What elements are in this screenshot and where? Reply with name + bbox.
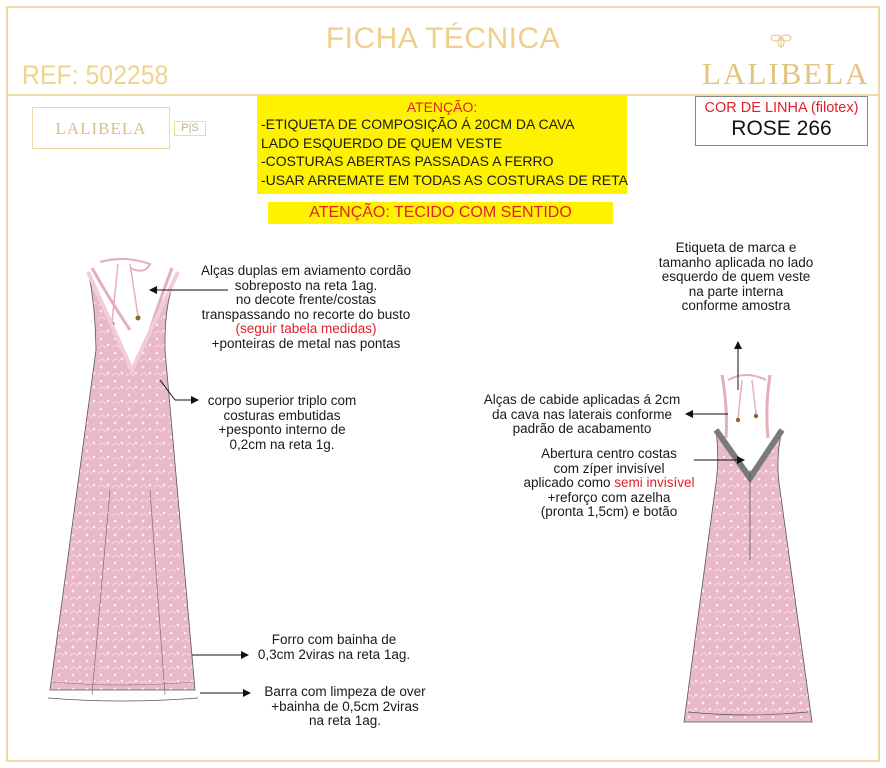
annotation-line: padrão de acabamento xyxy=(512,421,652,436)
annotation-line: Alças de cabide aplicadas á 2cm xyxy=(483,392,681,407)
annotation-line: no decote frente/costas xyxy=(235,292,377,307)
annotation-line: 0,2cm na reta 1g. xyxy=(229,436,335,452)
annotation-line: Etiqueta de marca e xyxy=(675,240,797,255)
annotation-text-highlight: semi invisível xyxy=(614,475,695,490)
annotation-line: Barra com limpeza de over xyxy=(264,684,426,699)
front-dress-drawing xyxy=(48,259,198,701)
annotation-line: +ponteiras de metal nas pontas xyxy=(211,335,401,351)
annotation-line: com zíper invisível xyxy=(553,460,665,476)
fabric-direction-warning: ATENÇÃO: TECIDO COM SENTIDO xyxy=(268,202,613,224)
annotation-line: sobreposto na reta 1ag. xyxy=(234,277,378,293)
annotation-line: costuras embutidas xyxy=(223,407,341,423)
annotation-line: na reta 1ag. xyxy=(308,713,382,728)
hanger-loops-annotation xyxy=(470,393,694,437)
brand-label-sample: LALIBELA xyxy=(32,107,170,149)
page-title: FICHA TÉCNICA xyxy=(325,22,561,55)
annotation-text: aplicado como xyxy=(523,475,615,490)
size-label-sample: P|S xyxy=(174,121,206,136)
reference-code: REF: 502258 xyxy=(22,60,169,90)
annotation-line: da cava nas laterais conforme xyxy=(491,406,673,422)
attention-line: -USAR ARREMATE EM TODAS AS COSTURAS DE RETA xyxy=(261,171,628,188)
annotation-line: 0,3cm 2viras na reta 1ag. xyxy=(257,646,411,662)
annotation-line: +pesponto interno de xyxy=(218,422,346,437)
annotation-line: esquerdo de quem veste xyxy=(661,269,811,284)
annotation-line: (pronta 1,5cm) e botão xyxy=(540,504,678,519)
annotation-line: +bainha de 0,5cm 2viras xyxy=(271,698,419,714)
annotation-line: Forro com bainha de xyxy=(271,632,397,647)
annotation-line: Alças duplas em aviamento cordão xyxy=(200,263,412,278)
annotation-line xyxy=(494,476,724,491)
annotation-line: transpassando no recorte do busto xyxy=(201,306,411,322)
hem-annotation xyxy=(250,685,440,729)
zipper-annotation xyxy=(494,447,724,520)
back-dress-drawing xyxy=(684,375,812,722)
thread-color-value: ROSE 266 xyxy=(731,117,832,140)
attention-heading: ATENÇÃO: xyxy=(406,99,478,115)
lining-annotation xyxy=(244,633,424,662)
brand-logo: LALIBELA xyxy=(702,56,870,91)
attention-line: -ETIQUETA DE COMPOSIÇÃO Á 20CM DA CAVA xyxy=(261,116,575,132)
annotation-line: na parte interna xyxy=(688,283,784,299)
annotation-line: conforme amostra xyxy=(681,298,791,313)
annotation-line: corpo superior triplo com xyxy=(207,393,357,408)
brand-label-annotation xyxy=(636,241,836,314)
annotation-line: tamanho aplicada no lado xyxy=(658,254,814,270)
attention-line: -COSTURAS ABERTAS PASSADAS A FERRO xyxy=(261,153,554,169)
straps-annotation xyxy=(190,264,422,351)
attention-line: LADO ESQUERDO DE QUEM VESTE xyxy=(261,134,503,151)
thread-color-title: COR DE LINHA (filotex) xyxy=(704,100,859,116)
bodice-annotation xyxy=(198,394,366,452)
annotation-line: Abertura centro costas xyxy=(541,446,677,461)
annotation-line: +reforço com azelha xyxy=(547,489,671,505)
annotation-line-highlight: (seguir tabela medidas) xyxy=(235,321,377,336)
